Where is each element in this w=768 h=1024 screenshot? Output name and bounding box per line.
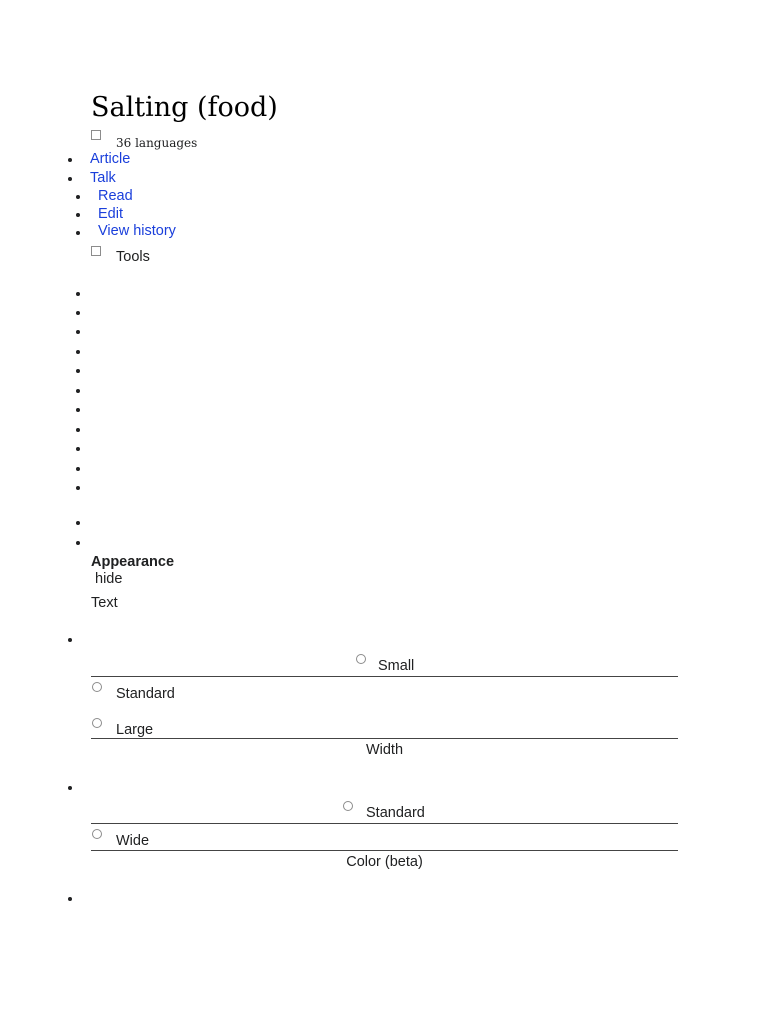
tab-view-history[interactable]: View history [98, 223, 176, 239]
tools-checkbox[interactable] [91, 246, 101, 256]
tools-label[interactable]: Tools [116, 249, 150, 265]
color-section-label: Color (beta) [346, 854, 423, 870]
width-standard-radio[interactable] [343, 801, 353, 811]
text-standard-radio[interactable] [92, 682, 102, 692]
list-item [76, 467, 80, 471]
list-item [68, 786, 72, 790]
width-wide-label[interactable]: Wide [116, 833, 150, 849]
appearance-hide-button[interactable]: hide [95, 571, 123, 587]
list-item [68, 638, 72, 642]
list-item [76, 541, 80, 545]
tab-article[interactable]: Article [90, 151, 131, 167]
width-wide-radio[interactable] [92, 829, 102, 839]
list-item [76, 428, 80, 432]
list-item [68, 897, 72, 901]
divider [91, 850, 678, 851]
tab-read[interactable]: Read [98, 188, 133, 204]
list-item [76, 389, 80, 393]
bullet [76, 231, 80, 235]
list-item [76, 292, 80, 296]
bullet [68, 158, 72, 162]
list-item [76, 447, 80, 451]
list-item [76, 486, 80, 490]
width-section-label: Width [365, 742, 404, 758]
text-section-label: Text [91, 595, 118, 611]
text-small-label[interactable]: Small [378, 658, 415, 674]
tab-edit[interactable]: Edit [98, 206, 123, 222]
divider [91, 676, 678, 677]
languages-checkbox[interactable] [91, 130, 101, 140]
text-standard-label[interactable]: Standard [116, 686, 175, 702]
bullet [68, 177, 72, 181]
list-item [76, 311, 80, 315]
appearance-heading: Appearance [91, 554, 175, 570]
width-standard-label[interactable]: Standard [366, 805, 425, 821]
list-item [76, 369, 80, 373]
bullet [76, 213, 80, 217]
divider [91, 738, 678, 739]
tab-talk[interactable]: Talk [90, 170, 116, 186]
languages-label[interactable]: 36 languages [116, 136, 198, 150]
text-large-label[interactable]: Large [116, 722, 154, 738]
divider [91, 823, 678, 824]
list-item [76, 330, 80, 334]
page-title: Salting (food) [91, 92, 278, 123]
text-small-radio[interactable] [356, 654, 366, 664]
bullet [76, 195, 80, 199]
list-item [76, 521, 80, 525]
list-item [76, 408, 80, 412]
text-large-radio[interactable] [92, 718, 102, 728]
list-item [76, 350, 80, 354]
